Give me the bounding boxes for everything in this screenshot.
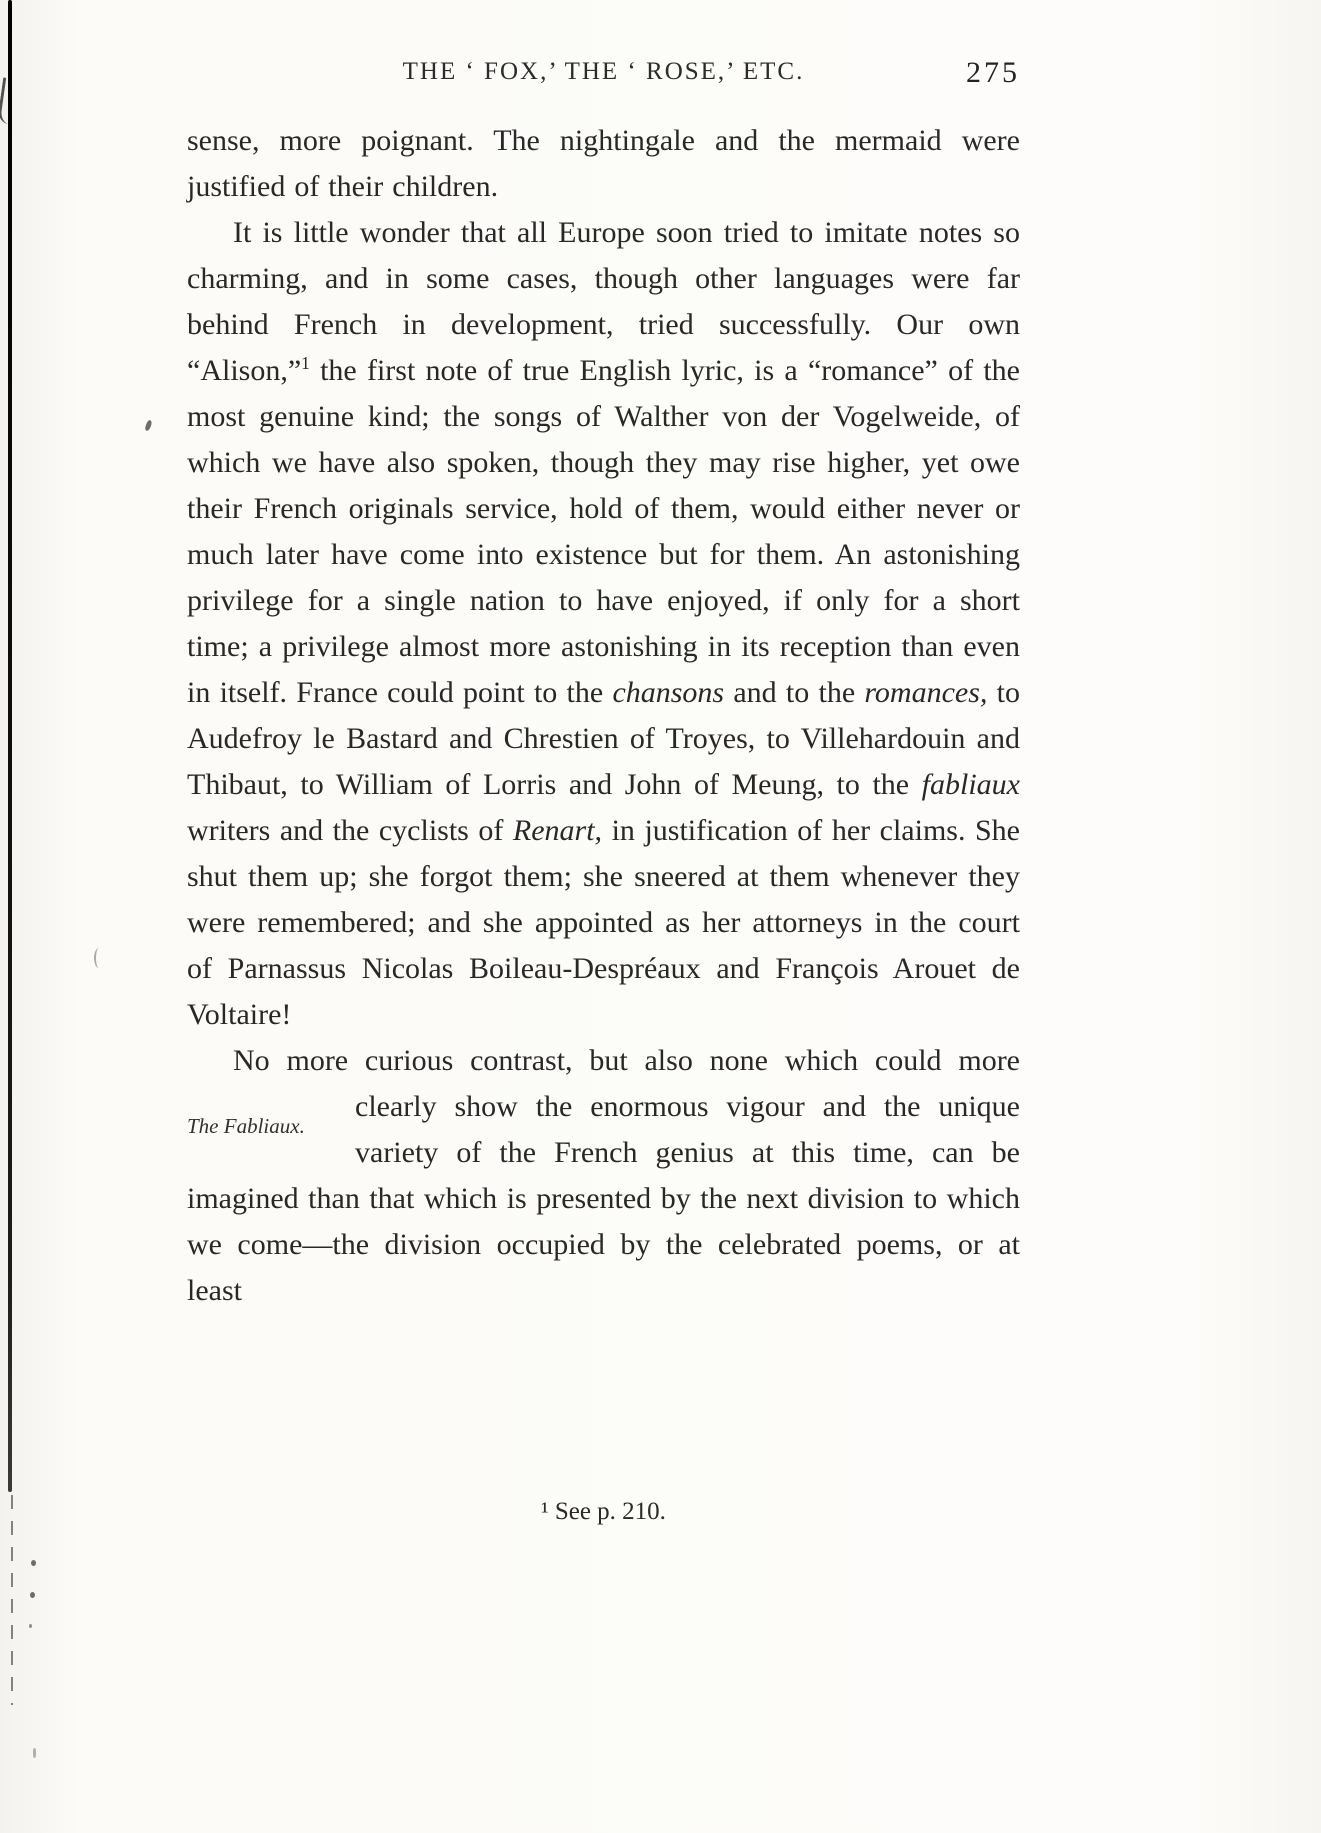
scan-speck [33, 1748, 36, 1758]
scan-speck [30, 1592, 35, 1598]
scan-speck [29, 1624, 32, 1628]
running-title: THE ‘ FOX,’ THE ‘ ROSE,’ ETC. [402, 58, 805, 85]
text-run: sense, more poignant. The nightingale and the mermaid were justified of their children. [187, 124, 1020, 203]
text-block [187, 118, 1020, 1314]
scan-speck [144, 419, 152, 431]
page-header [187, 58, 1020, 98]
text-run: No more curious contrast, but also none which could more clearly show the enormous vigour and the unique [233, 1044, 1020, 1123]
italic-text: fabliaux [921, 768, 1020, 801]
text-run: writers and the cyclists of [187, 814, 513, 847]
italic-text: Renart, [512, 814, 603, 847]
text-run: variety of the French genius at this time, can be imagined than that which is presented by the next division to which we come—the division occupied by the celebrated poems, or at least [187, 1136, 1020, 1307]
scan-edge-line-lower [11, 1495, 13, 1705]
paragraph [187, 118, 1020, 210]
scan-speck [31, 1560, 36, 1566]
text-run: the first note of true English lyric, is a “romance” of the most genuine kind; the songs of Walther von der Vogelweide, of which we have also spoken, though they may rise higher, yet owe their French originals service, hold of them, would either never or much later have come into existence but for them. An astonishing privilege for a single nation to have enjoyed, if only for a short time; a privilege almost more astonishing in its reception than even in itself. France could point to the [187, 354, 1020, 709]
page-number: 275 [966, 56, 1020, 89]
text-run: It is little wonder that all Europe soon tried to imitate notes so charming, and in some cases, though other languages were far behind French in development, tried successfully. Our own “Alison,” [187, 216, 1020, 387]
text-run: to Audefroy le Bastard and Chrestien of Troyes, to Villehardouin and Thibaut, to William of Lorris and John of Meung, to the [187, 676, 1020, 801]
italic-text: romances, [864, 676, 988, 709]
margin-note: The Fabliaux. [187, 1114, 305, 1138]
paragraph [187, 1038, 1020, 1314]
italic-text: chansons [612, 676, 725, 709]
footnote-reference: 1 [301, 353, 310, 373]
scan-edge-line [8, 0, 12, 1492]
text-run: in justification of her claims. She shut them up; she forgot them; she sneered at them whenever they were remembered; and she appointed as her attorneys in the court of Parnassus Nicolas Boileau-Despréaux and François Arouet de Voltaire! [187, 814, 1020, 1031]
scan-speck [94, 948, 104, 968]
scan-edge-mark [0, 77, 16, 124]
text-run: and to the [724, 676, 865, 709]
paragraph [187, 210, 1020, 1038]
footnote: ¹ See p. 210. [541, 1498, 666, 1525]
